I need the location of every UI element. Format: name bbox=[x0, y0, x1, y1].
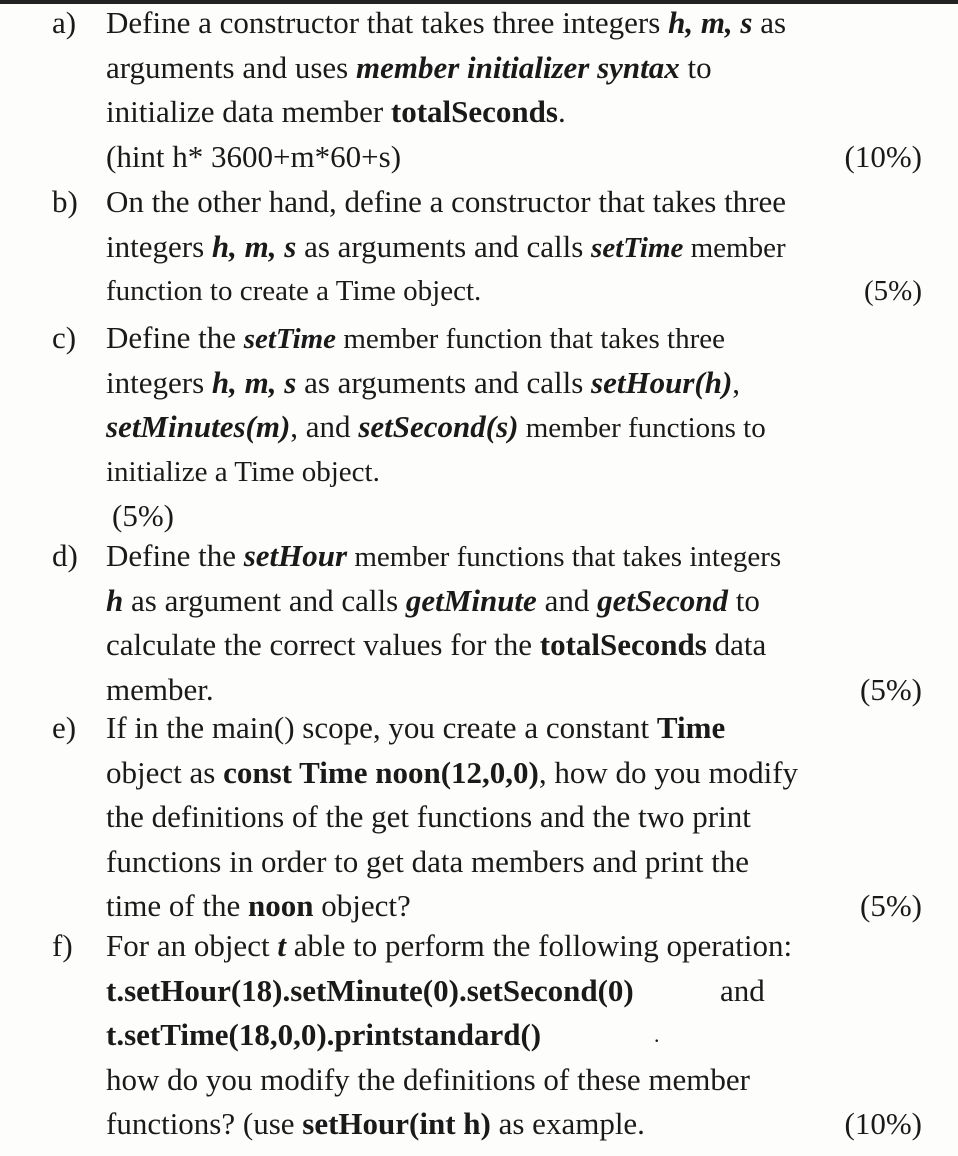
question-d-line-2: h as argument and calls getMinute and getSecond to bbox=[106, 582, 760, 618]
question-b bbox=[52, 180, 922, 314]
question-d bbox=[52, 534, 922, 712]
question-c-marker: c) bbox=[52, 320, 77, 355]
question-d-line-4: member. (5%) bbox=[106, 668, 922, 713]
question-e-line-1: If in the main() scope, you create a constant Time bbox=[106, 710, 726, 745]
question-a-line-1: Define a constructor that takes three integers h, m, s as bbox=[106, 5, 787, 40]
question-f bbox=[52, 924, 922, 1147]
question-f-line-5: functions? (use setHour(int h) as example. (10%) bbox=[106, 1102, 922, 1147]
question-e-line-4: functions in order to get data members and print the bbox=[106, 843, 750, 879]
question-f-line-4: how do you modify the definitions of these member bbox=[106, 1061, 750, 1097]
question-e bbox=[52, 706, 922, 929]
question-e-line-5: time of the noon object? (5%) bbox=[106, 884, 922, 929]
question-b-marker: b) bbox=[52, 184, 78, 219]
question-d-percent: (5%) bbox=[860, 671, 922, 707]
question-d-line-1: Define the setHour member functions that takes integers bbox=[106, 538, 782, 573]
question-f-line-2: t.setHour(18).setMinute(0).setSecond(0) and bbox=[106, 972, 765, 1008]
question-b-line-1: On the other hand, define a constructor that takes three bbox=[106, 184, 787, 219]
question-e-percent: (5%) bbox=[860, 888, 922, 924]
question-a-percent: (10%) bbox=[844, 138, 922, 174]
question-a bbox=[52, 1, 922, 179]
question-c-percent: (5%) bbox=[112, 498, 174, 534]
question-c-line-4: initialize a Time object. bbox=[106, 455, 380, 488]
question-d-marker: d) bbox=[52, 538, 78, 573]
question-a-marker: a) bbox=[52, 5, 77, 40]
question-f-percent: (10%) bbox=[844, 1106, 922, 1142]
question-a-line-2: arguments and uses member initializer syntax to bbox=[106, 49, 712, 85]
question-e-line-3: the definitions of the get functions and the two print bbox=[106, 799, 751, 835]
question-c-line-3: setMinutes(m), and setSecond(s) member functions to bbox=[106, 409, 766, 445]
question-f-line-1: For an object t able to perform the following operation: bbox=[106, 928, 793, 963]
question-f-marker: f) bbox=[52, 928, 73, 963]
question-a-line-3: initialize data member totalSeconds. bbox=[106, 94, 566, 130]
question-c bbox=[52, 316, 922, 539]
question-c-line-2: integers h, m, s as arguments and calls setHour(h), bbox=[106, 364, 741, 400]
question-a-line-4: (hint h* 3600+m*60+s) (10%) bbox=[106, 135, 922, 180]
question-b-percent: (5%) bbox=[864, 275, 922, 308]
question-b-line-3: function to create a Time object. (5%) bbox=[106, 269, 922, 314]
question-f-line-3: t.setTime(18,0,0).printstandard() . bbox=[106, 1017, 660, 1053]
question-e-marker: e) bbox=[52, 710, 77, 745]
question-e-line-2: object as const Time noon(12,0,0), how do you modify bbox=[106, 754, 799, 790]
question-b-line-2: integers h, m, s as arguments and calls setTime member bbox=[106, 228, 786, 264]
question-d-line-3: calculate the correct values for the totalSeconds data bbox=[106, 627, 767, 663]
question-c-line-1: Define the setTime member function that takes three bbox=[106, 320, 725, 355]
